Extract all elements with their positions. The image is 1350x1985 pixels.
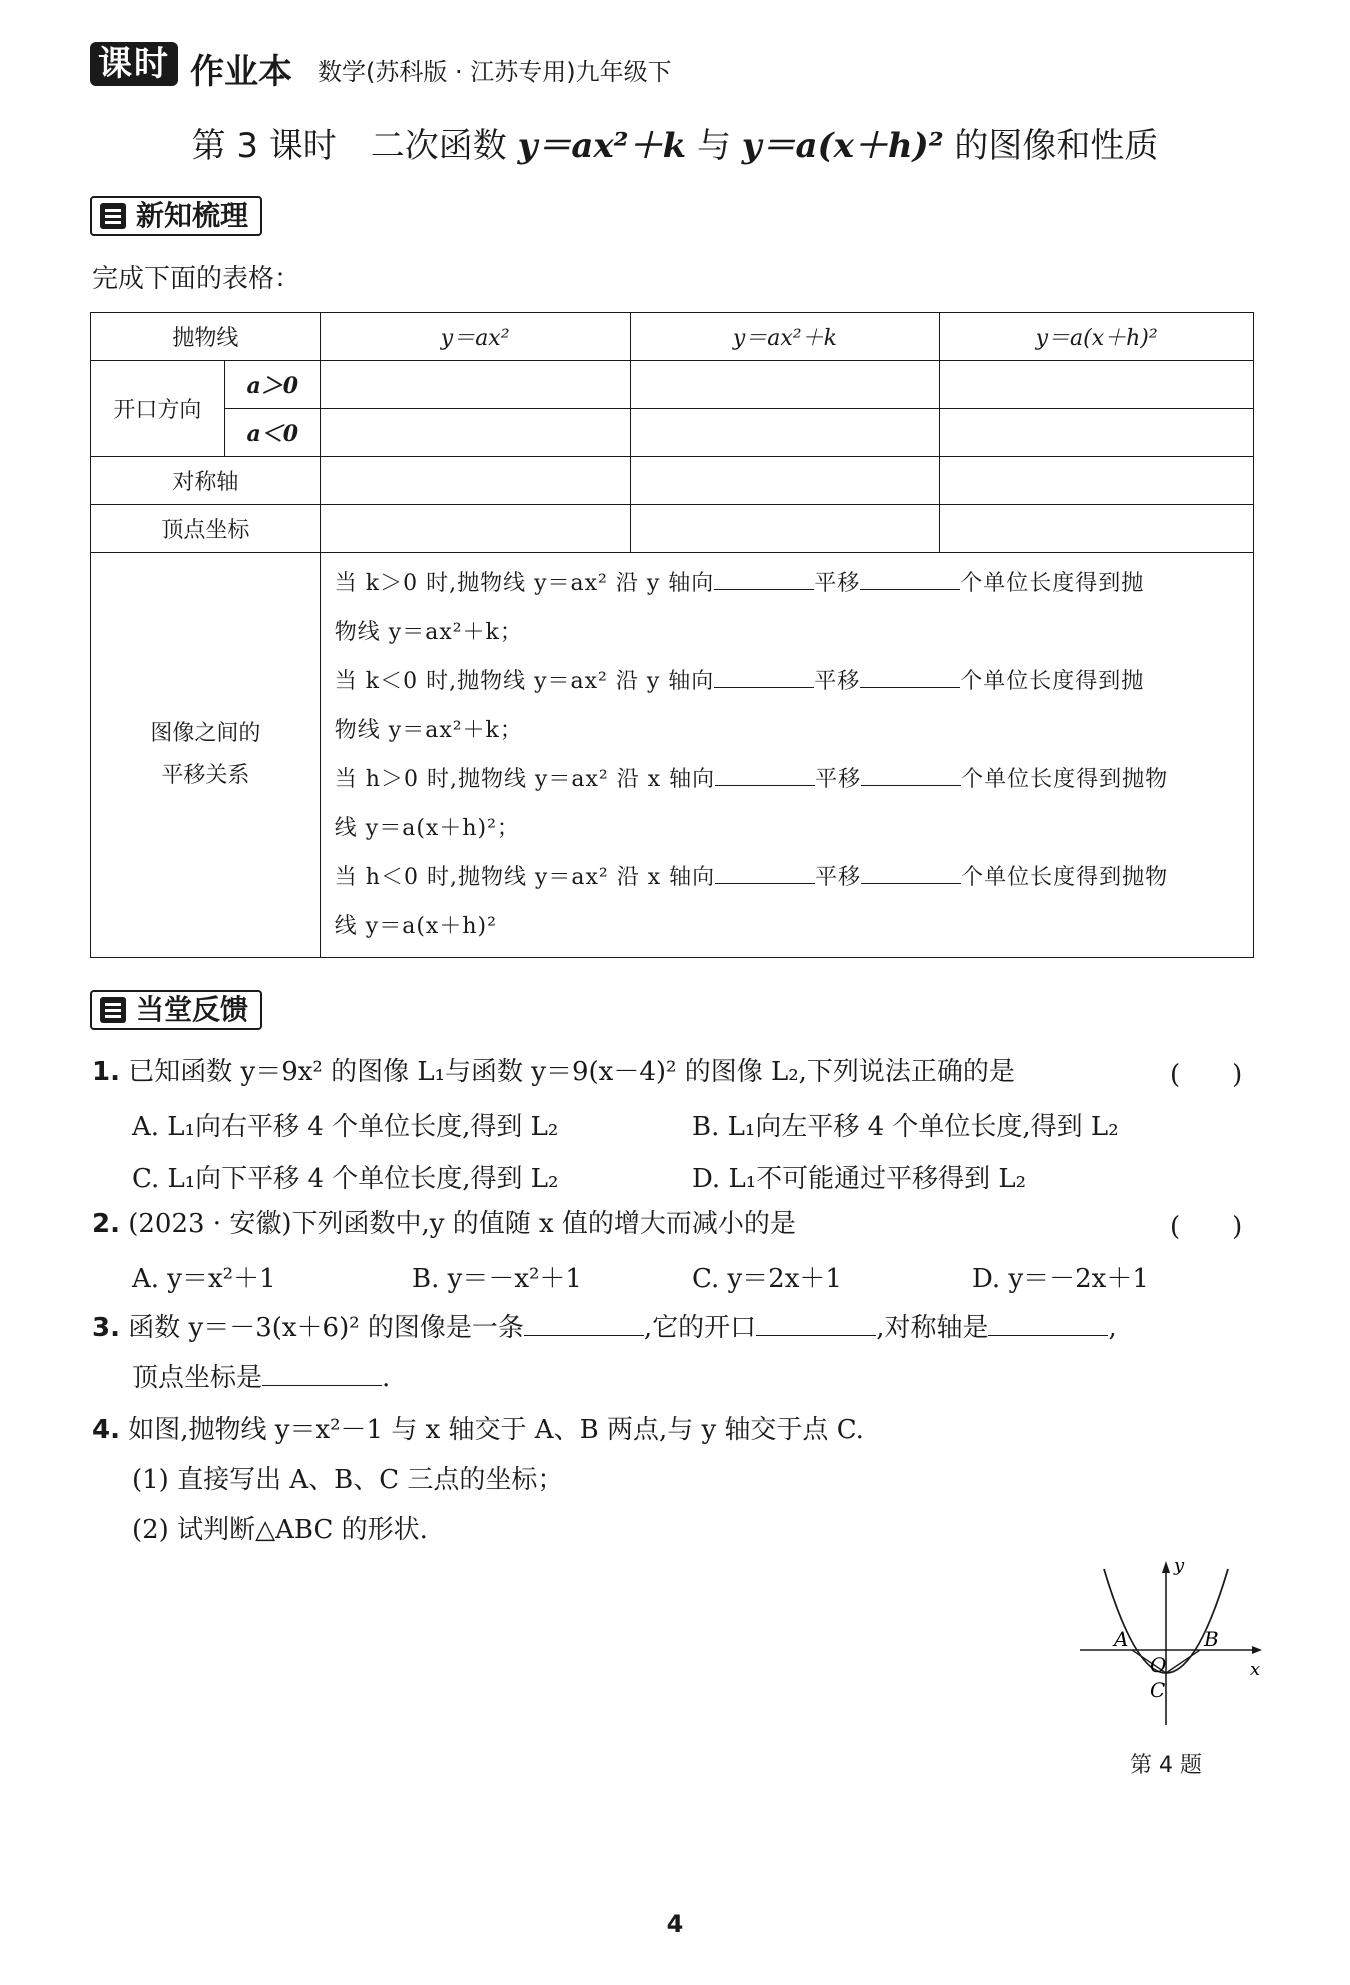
label-x: x [1250, 1659, 1261, 1680]
cell-blank[interactable] [320, 457, 630, 505]
row-opening: 开口方向 [91, 361, 225, 457]
title-prefix: 第 3 课时 二次函数 [191, 126, 507, 166]
cell-blank[interactable] [940, 457, 1254, 505]
header-f2: y＝ax²＋k [630, 313, 940, 361]
book-subtitle: 数学(苏科版 · 江苏专用)九年级下 [318, 58, 672, 86]
option-d[interactable]: D. y＝－2x＋1 [972, 1264, 1149, 1294]
answer-blank[interactable] [524, 1311, 644, 1336]
cell-blank[interactable] [320, 361, 630, 409]
option-c[interactable]: C. L₁向下平移 4 个单位长度,得到 L₂ [132, 1164, 559, 1194]
shift-rule-cont: 物线 y＝ax²＋k； [334, 718, 523, 743]
book-icon [100, 203, 126, 229]
answer-paren[interactable]: ( ) [1170, 1060, 1243, 1090]
figure-caption: 第 4 题 [1130, 1753, 1202, 1778]
relation-line-2: 平移关系 [161, 763, 250, 788]
title-suffix: 的图像和性质 [954, 126, 1159, 166]
question-3-cont: 顶点坐标是 . [132, 1363, 391, 1393]
row-axis: 对称轴 [91, 457, 321, 505]
section-feedback-label: 当堂反馈 [136, 993, 249, 1026]
pencil-icon [100, 997, 126, 1023]
label-y: y [1174, 1555, 1185, 1576]
option-b[interactable]: B. L₁向左平移 4 个单位长度,得到 L₂ [692, 1112, 1119, 1142]
option-b[interactable]: B. y＝－x²＋1 [412, 1264, 582, 1294]
answer-blank[interactable] [715, 765, 815, 786]
question-1: 1. 已知函数 y＝9x² 的图像 L₁与函数 y＝9(x－4)² 的图像 L₂,下列说法正确的是 [92, 1057, 1015, 1087]
shift-rule: 当 h＜0 时,抛物线 y＝ax² 沿 x 轴向 平移 个单位长度得到抛物 [334, 865, 1169, 890]
answer-blank[interactable] [756, 1311, 876, 1336]
shift-rule: 当 k＜0 时,抛物线 y＝ax² 沿 y 轴向 平移 个单位长度得到抛 [334, 669, 1145, 694]
cell-blank[interactable] [940, 409, 1254, 457]
option-c[interactable]: C. y＝2x＋1 [692, 1264, 842, 1294]
answer-blank[interactable] [714, 569, 814, 590]
shift-rules [320, 553, 1253, 958]
answer-blank[interactable] [715, 863, 815, 884]
label-o: O [1150, 1653, 1167, 1677]
label-b: B [1204, 1627, 1219, 1651]
book-name: 作业本 [190, 52, 292, 92]
answer-blank[interactable] [860, 569, 960, 590]
section-feedback [90, 990, 262, 1030]
question-4-part-2: (2) 试判断△ABC 的形状. [132, 1515, 428, 1545]
shift-rule-cont: 线 y＝a(x＋h)² [334, 914, 497, 939]
title-formula-1: y＝ax²＋k [517, 126, 687, 166]
x-arrow [1252, 1646, 1262, 1654]
label-a: A [1114, 1627, 1129, 1651]
row-a-positive: a＞0 [224, 361, 320, 409]
question-4: 4. 如图,抛物线 y＝x²－1 与 x 轴交于 A、B 两点,与 y 轴交于点 C. [92, 1415, 864, 1445]
answer-paren[interactable]: ( ) [1170, 1212, 1243, 1242]
page-number: 4 [666, 1910, 684, 1938]
title-formula-2: y＝a(x＋h)² [741, 126, 944, 166]
cell-blank[interactable] [940, 361, 1254, 409]
cell-blank[interactable] [630, 457, 940, 505]
cell-blank[interactable] [940, 505, 1254, 553]
lesson-title [0, 118, 1350, 167]
title-mid: 与 [696, 126, 731, 166]
section-new-knowledge-label: 新知梳理 [136, 199, 249, 232]
header-f3: y＝a(x＋h)² [940, 313, 1254, 361]
answer-blank[interactable] [988, 1311, 1108, 1336]
parabola-figure [1070, 1555, 1270, 1735]
section-new-knowledge [90, 196, 262, 236]
answer-blank[interactable] [714, 667, 814, 688]
cell-blank[interactable] [320, 505, 630, 553]
y-arrow [1162, 1561, 1170, 1573]
row-vertex: 顶点坐标 [91, 505, 321, 553]
header-f1: y＝ax² [320, 313, 630, 361]
row-relation [91, 553, 321, 958]
cell-blank[interactable] [630, 505, 940, 553]
answer-blank[interactable] [262, 1361, 382, 1386]
question-4-part-1: (1) 直接写出 A、B、C 三点的坐标； [132, 1465, 564, 1495]
question-3: 3. 函数 y＝－3(x＋6)² 的图像是一条 ,它的开口 ,对称轴是 , [92, 1313, 1117, 1343]
shift-rule: 当 h＞0 时,抛物线 y＝ax² 沿 x 轴向 平移 个单位长度得到抛物 [334, 767, 1169, 792]
cell-blank[interactable] [320, 409, 630, 457]
instruction-text: 完成下面的表格： [92, 264, 301, 294]
summary-table [90, 312, 1254, 958]
answer-blank[interactable] [861, 863, 961, 884]
series-logo: 课时 [90, 42, 178, 86]
shift-rule-cont: 物线 y＝ax²＋k； [334, 620, 523, 645]
option-a[interactable]: A. y＝x²＋1 [132, 1264, 276, 1294]
shift-rule: 当 k＞0 时,抛物线 y＝ax² 沿 y 轴向 平移 个单位长度得到抛 [334, 571, 1145, 596]
question-2: 2. (2023 · 安徽)下列函数中,y 的值随 x 值的增大而减小的是 [92, 1209, 796, 1239]
segment-bc [1166, 1650, 1200, 1673]
answer-blank[interactable] [861, 765, 961, 786]
cell-blank[interactable] [630, 409, 940, 457]
option-d[interactable]: D. L₁不可能通过平移得到 L₂ [692, 1164, 1027, 1194]
label-c: C [1150, 1678, 1166, 1702]
option-a[interactable]: A. L₁向右平移 4 个单位长度,得到 L₂ [132, 1112, 559, 1142]
row-a-negative: a＜0 [224, 409, 320, 457]
answer-blank[interactable] [860, 667, 960, 688]
shift-rule-cont: 线 y＝a(x＋h)²； [334, 816, 520, 841]
relation-line-1: 图像之间的 [150, 721, 261, 746]
header-parabola: 抛物线 [91, 313, 321, 361]
cell-blank[interactable] [630, 361, 940, 409]
